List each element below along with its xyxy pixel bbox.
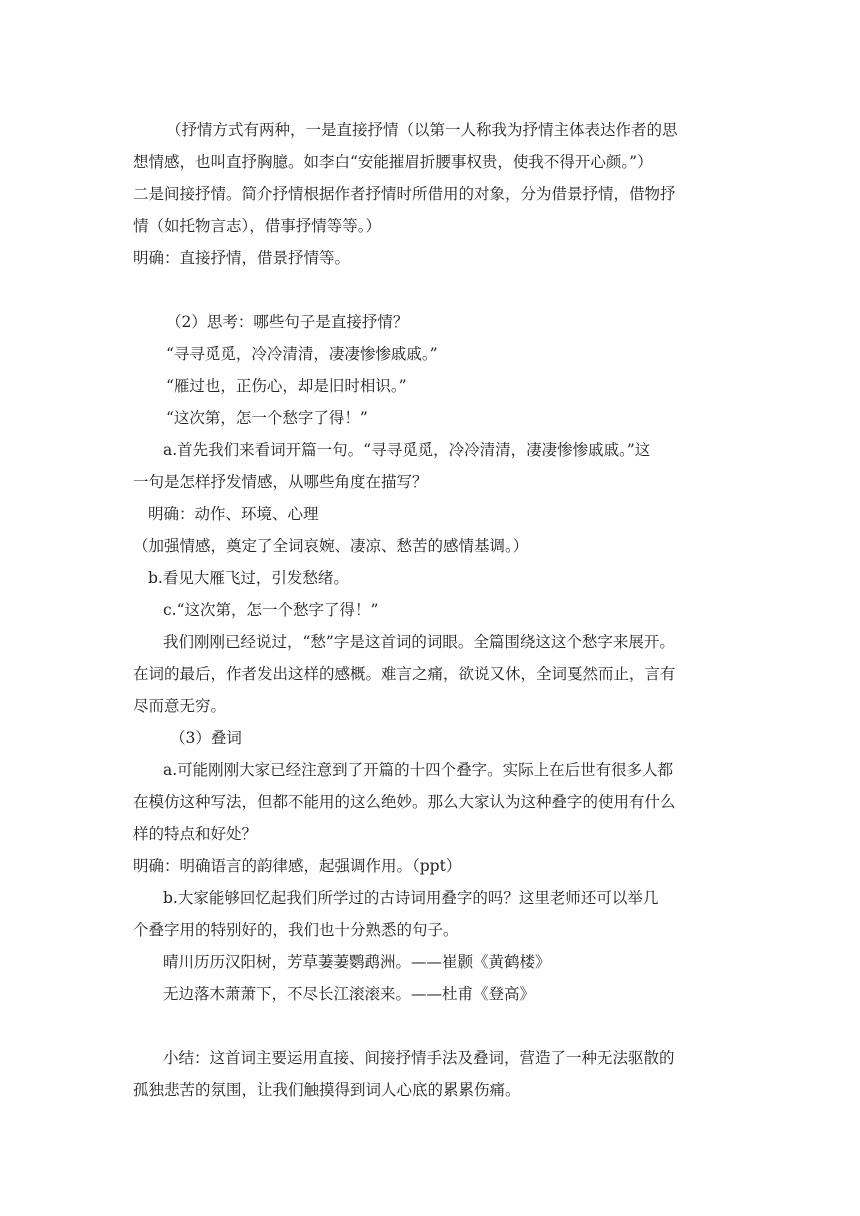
text-line: b.看见大雁飞过，引发愁绪。 — [148, 569, 349, 587]
text-line: 个叠字用的特别好的，我们也十分熟悉的句子。 — [133, 921, 459, 939]
text-line: c.“这次第，怎一个愁字了得！” — [163, 601, 379, 619]
text-line: 小结：这首词主要运用直接、间接抒情手法及叠词，营造了一种无法驱散的 — [163, 1049, 675, 1067]
text-line: 孤独悲苦的氛围，让我们触摸得到词人心底的累累伤痛。 — [133, 1081, 521, 1099]
text-line: 明确：直接抒情，借景抒情等。 — [133, 249, 351, 267]
text-line: “寻寻觅觅，冷冷清清，凄凄惨惨戚戚。” — [166, 345, 438, 363]
text-line: 无边落木萧萧下，不尽长江滚滚来。——杜甫《登高》 — [163, 985, 536, 1003]
text-line: a.可能刚刚大家已经注意到了开篇的十四个叠字。实际上在后世有很多人都 — [163, 761, 674, 779]
text-line: 一句是怎样抒发情感，从哪些角度在描写？ — [133, 473, 428, 491]
text-line: 在词的最后，作者发出这样的感概。难言之痛，欲说又休，全词戛然而止，言有 — [133, 665, 676, 683]
text-line: “雁过也，正伤心，却是旧时相识。” — [166, 377, 407, 395]
text-line: 在模仿这种写法，但都不能用的这么绝妙。那么大家认为这种叠字的使用有什么 — [133, 793, 676, 811]
text-line: 我们刚刚已经说过，“愁”字是这首词的词眼。全篇围绕这这个愁字来展开。 — [163, 633, 675, 651]
text-line: （3）叠词 — [170, 729, 242, 747]
text-line: 明确：明确语言的韵律感，起强调作用。（ppt） — [133, 857, 462, 875]
text-line: 二是间接抒情。简介抒情根据作者抒情时所借用的对象，分为借景抒情，借物抒 — [133, 185, 676, 203]
text-line: 尽而意无穷。 — [133, 697, 227, 715]
text-line: b.大家能够回忆起我们所学过的古诗词用叠字的吗？这里老师还可以举几 — [163, 889, 659, 907]
text-line: a.首先我们来看词开篇一句。“寻寻觅觅，冷冷清清，凄凄惨惨戚戚。”这 — [163, 441, 651, 459]
text-line: “这次第，怎一个愁字了得！” — [166, 409, 368, 427]
text-line: 情（如托物言志），借事抒情等等。） — [133, 217, 382, 235]
text-line: 晴川历历汉阳树，芳草萋萋鹦鹉洲。——崔颢《黄鹤楼》 — [163, 953, 551, 971]
text-line: （抒情方式有两种，一是直接抒情（以第一人称我为抒情主体表达作者的思 — [166, 121, 678, 139]
text-line: 想情感，也叫直抒胸臆。如李白“安能摧眉折腰事权贵，使我不得开心颜。”） — [133, 153, 653, 171]
text-line: （加强情感，奠定了全词哀婉、凄凉、愁苦的感情基调。） — [133, 537, 529, 555]
text-line: 样的特点和好处？ — [133, 825, 258, 843]
text-line: （2）思考：哪些句子是直接抒情？ — [166, 313, 409, 331]
text-line: 明确：动作、环境、心理 — [148, 505, 319, 523]
